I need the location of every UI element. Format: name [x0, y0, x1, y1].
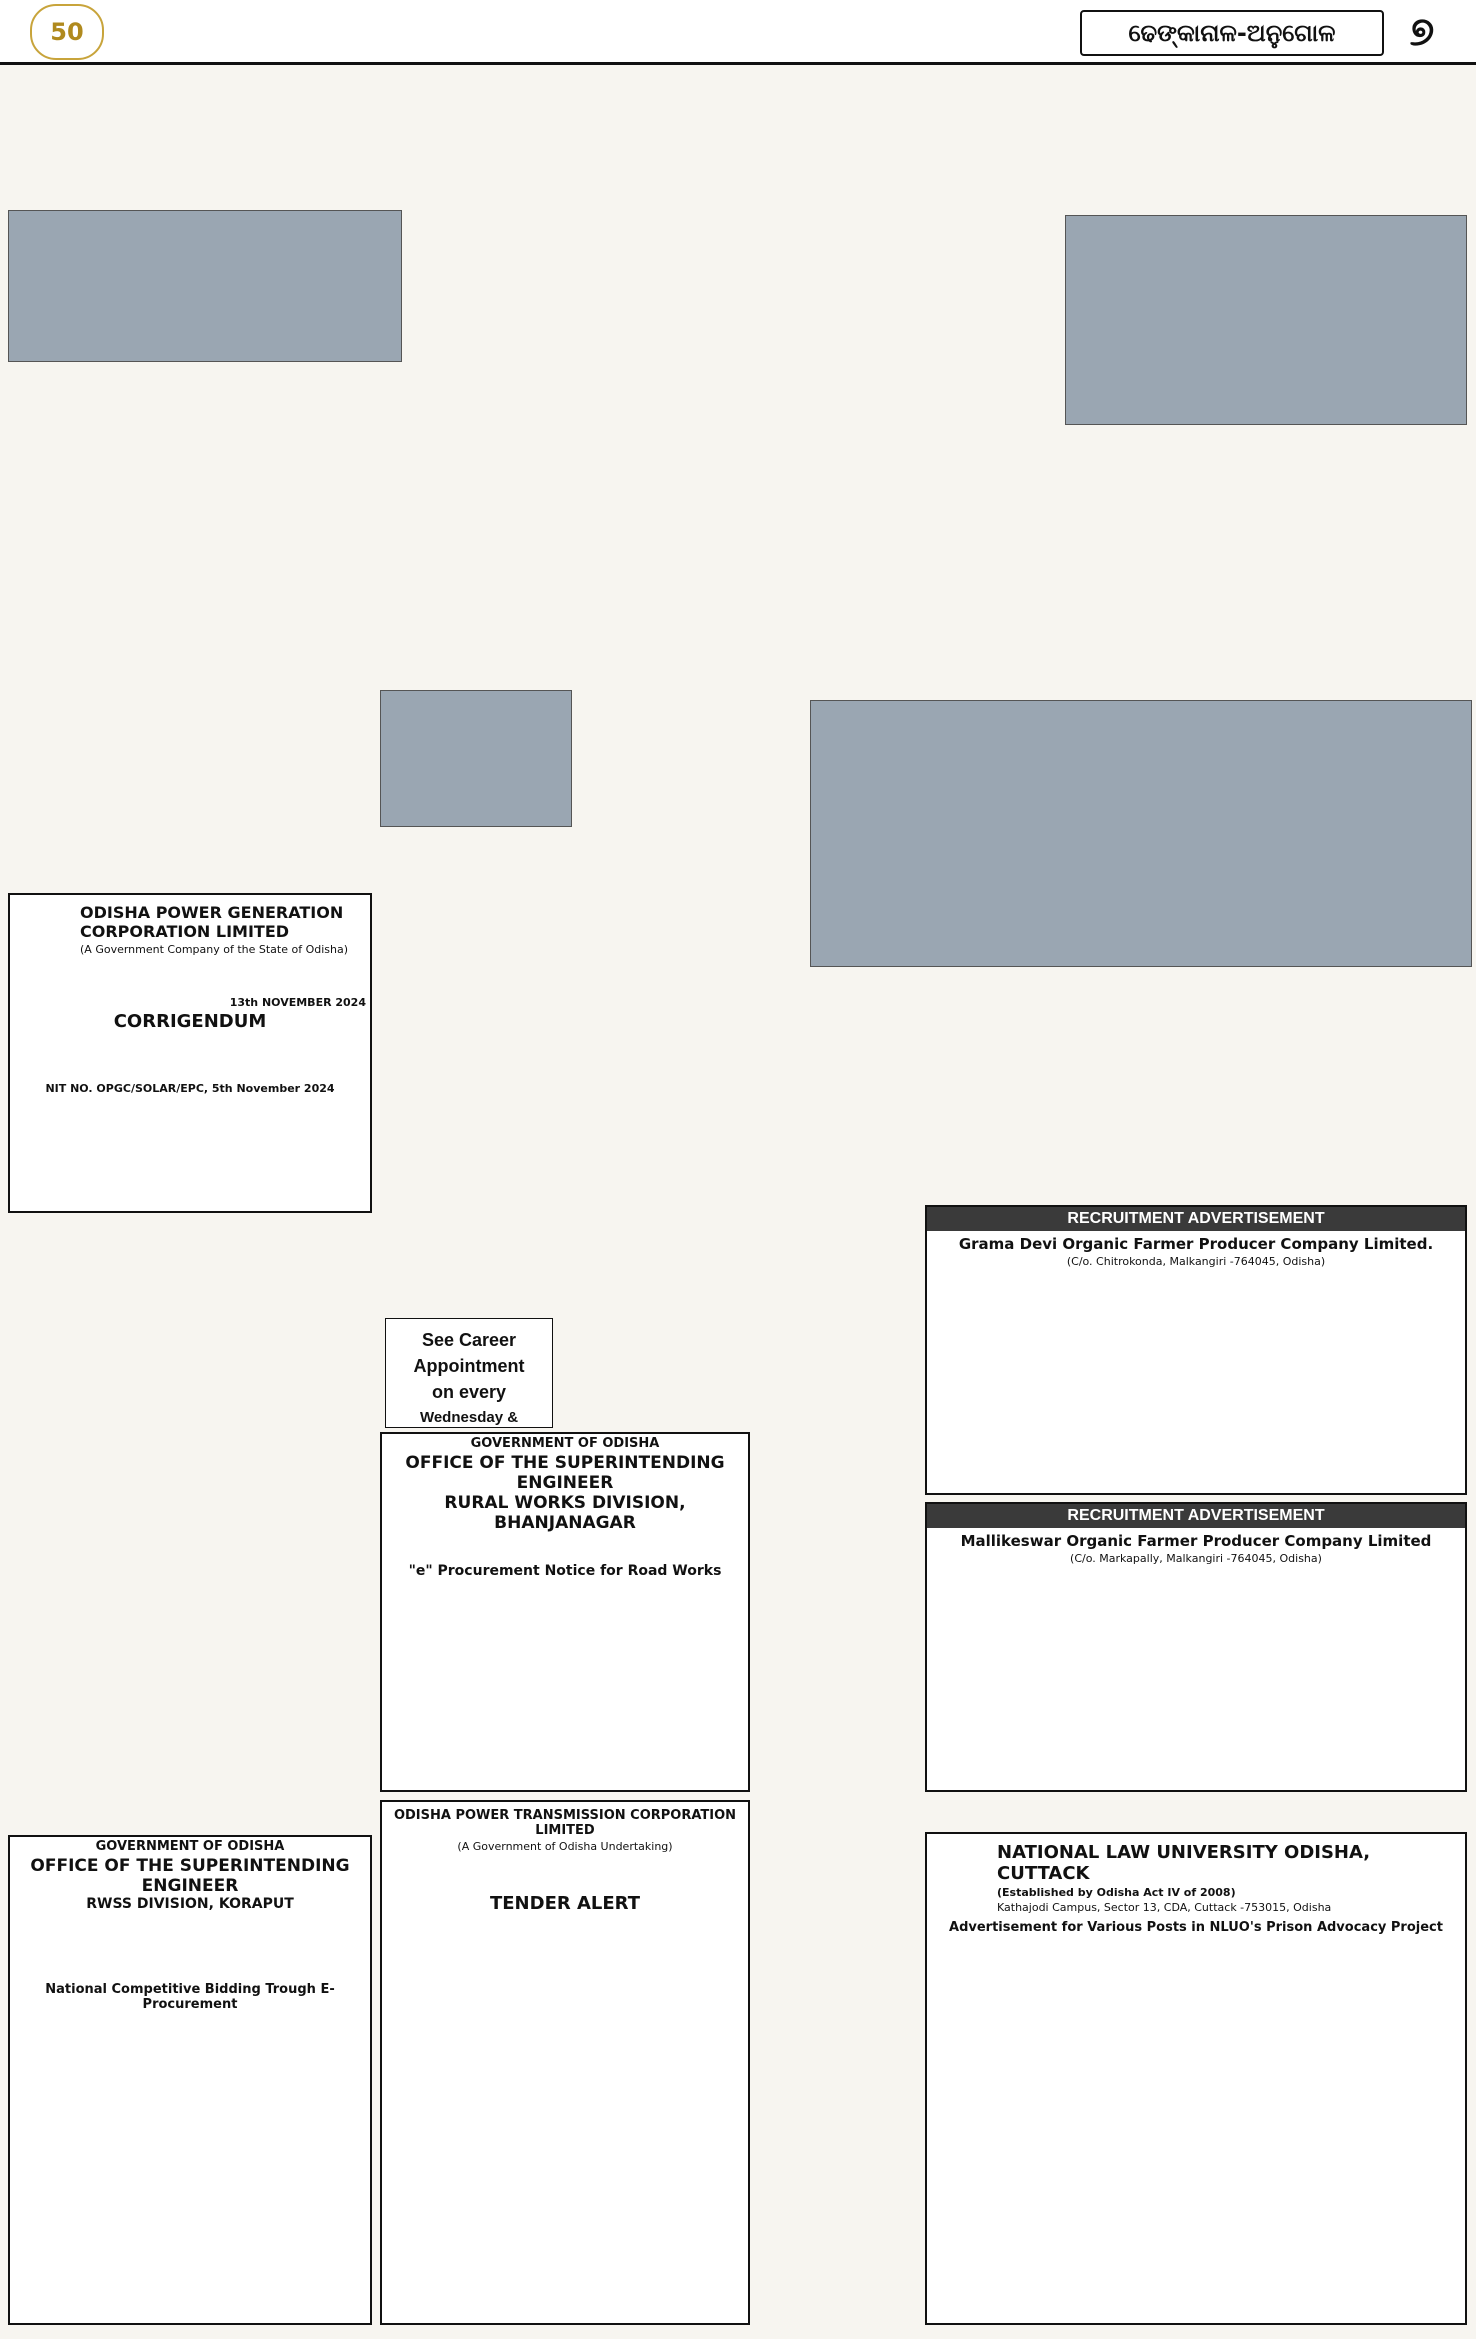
nluo-address: Kathajodi Campus, Sector 13, CDA, Cuttack -753015, Odisha [997, 1901, 1332, 1914]
opgc-corrigendum-notice [8, 893, 372, 1213]
opgc-title: ODISHA POWER GENERATION CORPORATION LIMITED [80, 903, 344, 941]
koraput-office: OFFICE OF THE SUPERINTENDING ENGINEER [30, 1856, 350, 1896]
rwd-procurement-notice: "e" Procurement Notice for Road Works [408, 1563, 722, 1579]
grama-devi-recruitment-ad [925, 1205, 1467, 1495]
edition-label: ଢେଙ୍କାନାଳ-ଅନୁଗୋଳ [1080, 10, 1384, 56]
grama-devi-title: Grama Devi Organic Farmer Producer Company Limited. [958, 1235, 1434, 1253]
career-line-4: Wednesday & [419, 1409, 519, 1426]
opgc-heading: CORRIGENDUM [113, 1011, 267, 1032]
rural-works-notice [380, 1432, 750, 1792]
career-line-2: Appointment [413, 1356, 525, 1376]
opgc-nit: NIT NO. OPGC/SOLAR/EPC, 5th November 2024 [45, 1082, 335, 1095]
logo-text: 50 [50, 18, 84, 46]
grama-devi-banner: RECRUITMENT ADVERTISEMENT [927, 1207, 1465, 1231]
nluo-established: (Established by Odisha Act IV of 2008) [997, 1886, 1236, 1899]
photo-nalco-stage [1065, 215, 1467, 425]
mallikeswar-title: Mallikeswar Organic Farmer Producer Company Limited [960, 1532, 1432, 1550]
rwd-gov: GOVERNMENT OF ODISHA [470, 1436, 660, 1451]
koraput-rwss-notice [8, 1835, 372, 2325]
nluo-title: NATIONAL LAW UNIVERSITY ODISHA, CUTTACK [997, 1842, 1371, 1884]
masthead [0, 0, 1476, 65]
mallikeswar-banner: RECRUITMENT ADVERTISEMENT [927, 1504, 1465, 1528]
photo-kirtan [380, 690, 572, 827]
optcl-subtitle: (A Government of Odisha Undertaking) [457, 1840, 673, 1853]
nluo-heading: Advertisement for Various Posts in NLUO's Prison Advocacy Project [949, 1920, 1443, 1935]
mallikeswar-recruitment-ad [925, 1502, 1467, 1792]
rwd-office: OFFICE OF THE SUPERINTENDING ENGINEER [405, 1453, 725, 1493]
photo-children-day [810, 700, 1472, 967]
koraput-division: RWSS DIVISION, KORAPUT [86, 1896, 294, 1912]
nluo-advertisement [925, 1832, 1467, 2325]
optcl-heading: TENDER ALERT [489, 1893, 641, 1914]
career-line-1: See Career [421, 1330, 517, 1350]
koraput-gov: GOVERNMENT OF ODISHA [95, 1839, 285, 1854]
opgc-date: 13th NOVEMBER 2024 [229, 996, 366, 1009]
rwd-division: RURAL WORKS DIVISION, BHANJANAGAR [444, 1493, 686, 1533]
optcl-tender-alert [380, 1800, 750, 2325]
career-appointment-box [385, 1318, 553, 1428]
koraput-procurement-notice: National Competitive Bidding Trough E-Procurement [45, 1982, 335, 2012]
optcl-title: ODISHA POWER TRANSMISSION CORPORATION LIMITED [393, 1808, 737, 1838]
opgc-subtitle: (A Government Company of the State of Odisha) [80, 943, 349, 956]
career-line-3: on every [431, 1382, 507, 1402]
grama-devi-address: (C/o. Chitrokonda, Malkangiri -764045, Odisha) [1066, 1255, 1326, 1268]
mallikeswar-address: (C/o. Markapally, Malkangiri -764045, Odisha) [1070, 1552, 1322, 1565]
newspaper-logo [30, 4, 104, 60]
page-number: ୭ [1409, 7, 1435, 55]
photo-school-event [8, 210, 402, 362]
